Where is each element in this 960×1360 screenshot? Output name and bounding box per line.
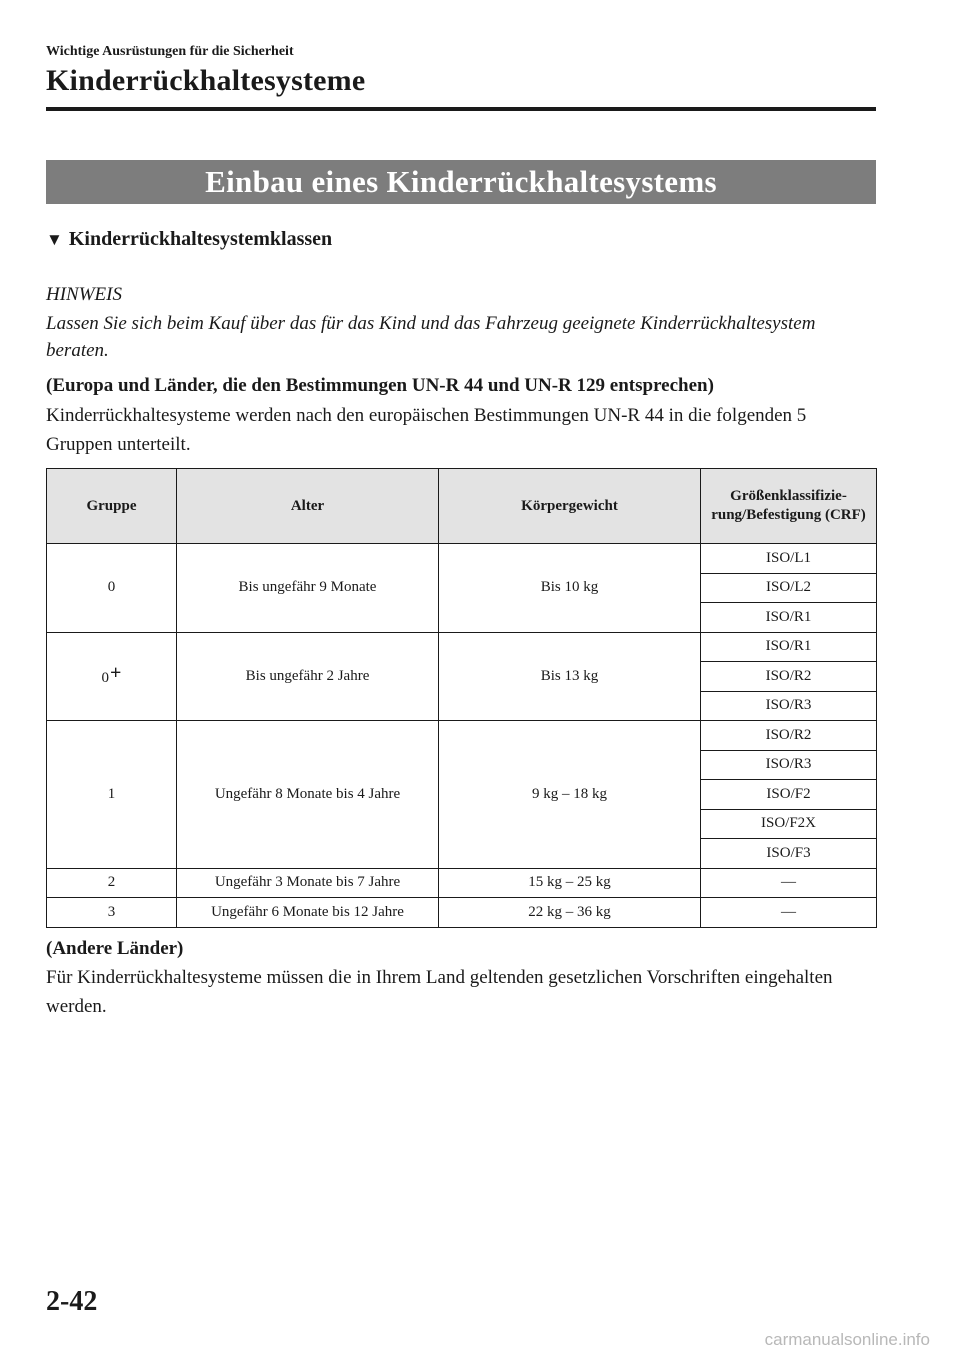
cell-crf: — (701, 868, 877, 898)
cell-group (47, 544, 177, 633)
cell-group (47, 721, 177, 869)
table-row (47, 544, 877, 574)
cell-weight: Bis 10 kg (439, 544, 701, 633)
cell-crf: ISO/F2 (701, 780, 877, 810)
group-number: 3 (107, 903, 116, 920)
triangle-down-icon: ▼ (46, 230, 63, 249)
cell-crf: ISO/L2 (701, 573, 877, 603)
note-text: Lassen Sie sich beim Kauf über das für das Kind und das Fahrzeug geeignete Kinderrückhaltesystem beraten. (46, 313, 816, 361)
header-rule (46, 107, 876, 111)
section-kicker: Wichtige Ausrüstungen für die Sicherheit (46, 44, 294, 59)
cell-age: Bis ungefähr 2 Jahre (177, 632, 439, 721)
europe-text: Kinderrückhaltesysteme werden nach den europäischen Bestimmungen UN-R 44 in die folgenden 5 Gruppen unterteilt. (46, 405, 807, 455)
group-number: 2 (107, 874, 116, 891)
table-row (47, 868, 877, 898)
cell-weight: Bis 13 kg (439, 632, 701, 721)
other-countries-text: Für Kinderrückhaltesysteme müssen die in Ihrem Land geltenden gesetzlichen Vorschriften eingehalten werden. (46, 967, 833, 1017)
table-header-row (47, 469, 877, 544)
table-row (47, 721, 877, 751)
subsection-heading (46, 228, 332, 251)
chapter-title: Kinderrückhaltesysteme (46, 64, 366, 97)
cell-group (47, 898, 177, 928)
section-banner: Einbau eines Kinderrückhaltesystems (46, 160, 876, 204)
cell-crf: ISO/F3 (701, 839, 877, 869)
group-number: 0 (101, 669, 110, 686)
header-crf: Größenklassifizie-rung/Befestigung (CRF) (701, 469, 877, 544)
subsection-heading-text: Kinderrückhaltesystemklassen (68, 228, 333, 250)
cell-age: Bis ungefähr 9 Monate (177, 544, 439, 633)
cell-weight: 22 kg – 36 kg (439, 898, 701, 928)
cell-crf: ISO/R3 (701, 750, 877, 780)
cell-crf: ISO/R2 (701, 721, 877, 751)
page-number: 2-42 (46, 1286, 98, 1317)
cell-crf: — (701, 898, 877, 928)
cell-crf: ISO/R2 (701, 662, 877, 692)
header-group: Gruppe (47, 469, 177, 544)
group-number: 0 (107, 579, 116, 596)
cell-crf: ISO/F2X (701, 809, 877, 839)
header-age: Alter (177, 469, 439, 544)
other-countries-title: (Andere Länder) (46, 938, 184, 959)
group-table (46, 468, 877, 928)
cell-age: Ungefähr 6 Monate bis 12 Jahre (177, 898, 439, 928)
watermark: carmanualsonline.info (764, 1330, 930, 1349)
cell-crf: ISO/L1 (701, 544, 877, 574)
plus-icon: + (110, 661, 122, 684)
note-title: HINWEIS (46, 284, 122, 305)
cell-weight: 15 kg – 25 kg (439, 868, 701, 898)
cell-group (47, 868, 177, 898)
cell-group (47, 632, 177, 721)
table-row (47, 632, 877, 662)
cell-age: Ungefähr 8 Monate bis 4 Jahre (177, 721, 439, 869)
cell-crf: ISO/R3 (701, 691, 877, 721)
cell-crf: ISO/R1 (701, 603, 877, 633)
cell-weight: 9 kg – 18 kg (439, 721, 701, 869)
table-row (47, 898, 877, 928)
cell-age: Ungefähr 3 Monate bis 7 Jahre (177, 868, 439, 898)
group-number: 1 (107, 785, 116, 802)
header-weight: Körpergewicht (439, 469, 701, 544)
cell-crf: ISO/R1 (701, 632, 877, 662)
europe-title: (Europa und Länder, die den Bestimmungen UN-R 44 und UN-R 129 entsprechen) (46, 375, 714, 396)
